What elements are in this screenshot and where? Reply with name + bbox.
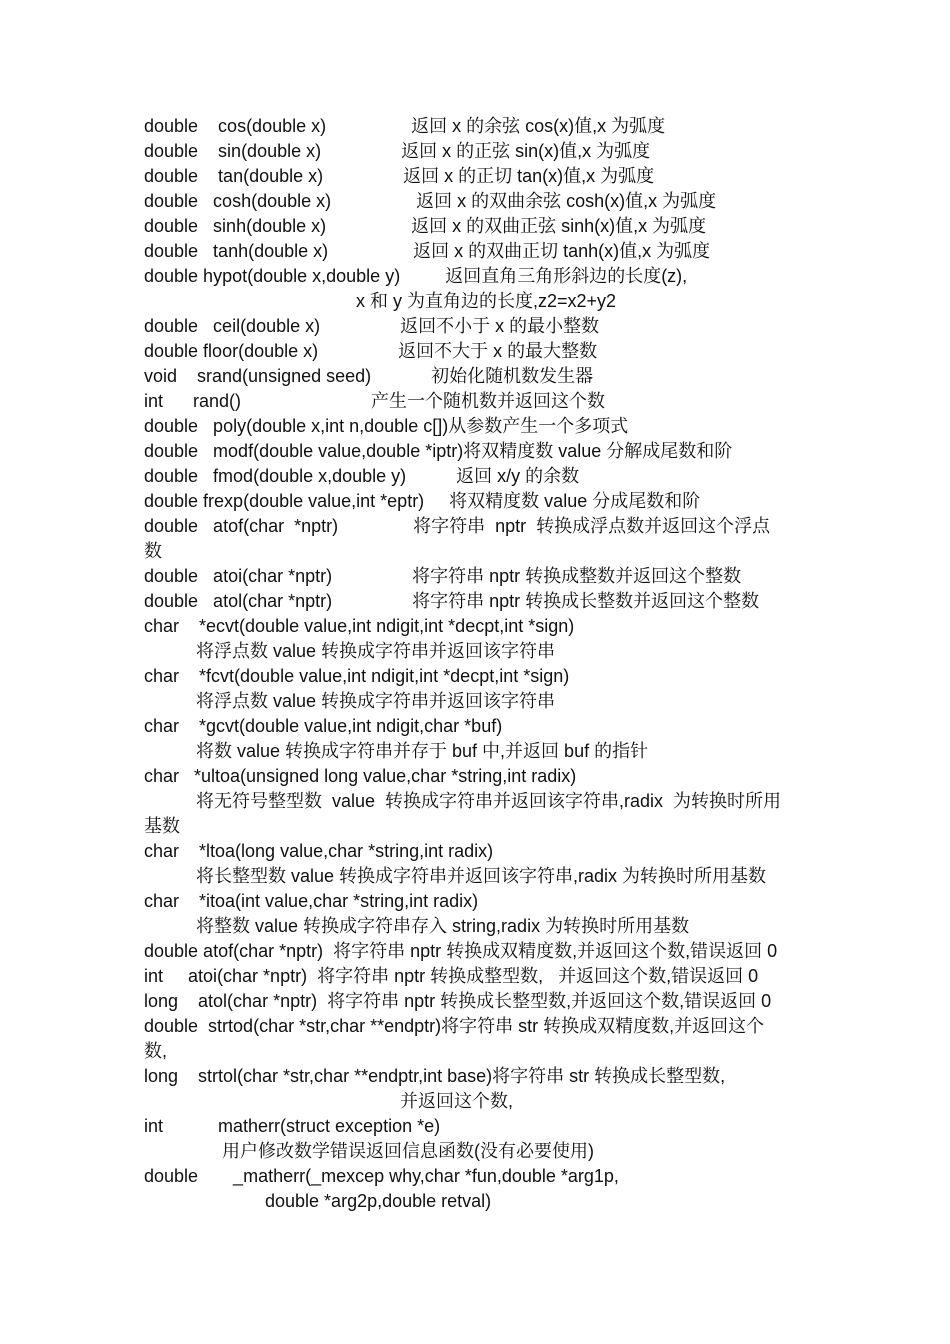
text-line: 将长整型数 value 转换成字符串并返回该字符串,radix 为转换时所用基数 [196,866,767,886]
text-line: double atoi(char *nptr) 将字符串 nptr 转换成整数并返回这个整数 [144,566,742,586]
text-line: double atof(char *nptr) 将字符串 nptr 转换成浮点数并返回这个浮点 [144,516,771,536]
text-line: char *fcvt(double value,int ndigit,int *decpt,int *sign) [144,666,570,686]
text-line: x 和 y 为直角边的长度,z2=x2+y2 [356,291,617,311]
text-line: 将无符号整型数 value 转换成字符串并返回该字符串,radix 为转换时所用 [196,791,782,811]
text-line: double sinh(double x) 返回 x 的双曲正弦 sinh(x)值,x 为弧度 [144,216,707,236]
text-line: double *arg2p,double retval) [265,1191,492,1211]
text-line: long atol(char *nptr) 将字符串 nptr 转换成长整型数,并返回这个数,错误返回 0 [144,991,772,1011]
text-line: char *ltoa(long value,char *string,int radix) [144,841,494,861]
text-line: 将浮点数 value 转换成字符串并返回该字符串 [196,691,556,711]
text-line: int matherr(struct exception *e) [144,1116,441,1136]
text-line: int rand() 产生一个随机数并返回这个数 [144,391,606,411]
text-line: int atoi(char *nptr) 将字符串 nptr 转换成整型数, 并返回这个数,错误返回 0 [144,966,759,986]
text-line: 用户修改数学错误返回信息函数(没有必要使用) [222,1141,594,1161]
text-line: double hypot(double x,double y) 返回直角三角形斜边的长度(z), [144,266,688,286]
text-line: double sin(double x) 返回 x 的正弦 sin(x)值,x 为弧度 [144,141,651,161]
text-line: 将整数 value 转换成字符串存入 string,radix 为转换时所用基数 [196,916,690,936]
text-line: 数, [144,1041,168,1061]
text-line: 将数 value 转换成字符串并存于 buf 中,并返回 buf 的指针 [196,741,649,761]
text-line: void srand(unsigned seed) 初始化随机数发生器 [144,366,594,386]
text-line: double tan(double x) 返回 x 的正切 tan(x)值,x 为弧度 [144,166,655,186]
text-line: double fmod(double x,double y) 返回 x/y 的余数 [144,466,580,486]
text-line: double ceil(double x) 返回不小于 x 的最小整数 [144,316,600,336]
text-line: double poly(double x,int n,double c[])从参数产生一个多项式 [144,416,629,436]
text-line: double frexp(double value,int *eptr) 将双精度数 value 分成尾数和阶 [144,491,701,511]
text-line: char *ecvt(double value,int ndigit,int *decpt,int *sign) [144,616,575,636]
text-line: double floor(double x) 返回不大于 x 的最大整数 [144,341,598,361]
text-line: 基数 [144,816,180,836]
text-line: char *gcvt(double value,int ndigit,char *buf) [144,716,503,736]
text-line: double cosh(double x) 返回 x 的双曲余弦 cosh(x)值,x 为弧度 [144,191,717,211]
text-line: double strtod(char *str,char **endptr)将字符串 str 转换成双精度数,并返回这个 [144,1016,765,1036]
text-line: 数 [144,541,162,561]
text-line: char *ultoa(unsigned long value,char *string,int radix) [144,766,577,786]
text-line: 并返回这个数, [400,1091,514,1111]
text-line: double cos(double x) 返回 x 的余弦 cos(x)值,x 为弧度 [144,116,666,136]
text-line: double atof(char *nptr) 将字符串 nptr 转换成双精度数,并返回这个数,错误返回 0 [144,941,778,961]
text-line: 将浮点数 value 转换成字符串并返回该字符串 [196,641,556,661]
text-line: long strtol(char *str,char **endptr,int base)将字符串 str 转换成长整型数, [144,1066,726,1086]
text-line: double atol(char *nptr) 将字符串 nptr 转换成长整数并返回这个整数 [144,591,760,611]
text-line: double tanh(double x) 返回 x 的双曲正切 tanh(x)值,x 为弧度 [144,241,711,261]
text-line: double _matherr(_mexcep why,char *fun,double *arg1p, [144,1166,619,1186]
text-line: double modf(double value,double *iptr)将双精度数 value 分解成尾数和阶 [144,441,733,461]
text-line: char *itoa(int value,char *string,int radix) [144,891,479,911]
